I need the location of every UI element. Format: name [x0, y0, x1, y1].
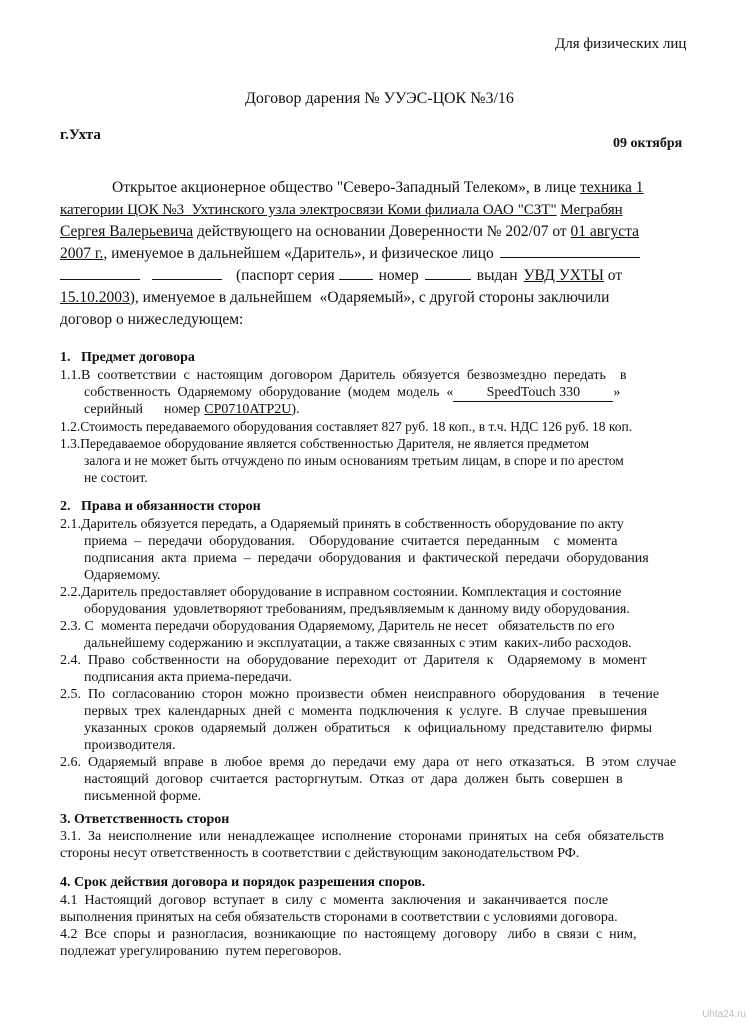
clause-2-3-line-1: 2.3. С момента передачи оборудования Одаряемому, Даритель не несет обязательств по его: [60, 619, 615, 634]
intro-line-4: 2007 г., именуемое в дальнейшем «Даритель», и физическое лицо: [60, 245, 640, 263]
clause-1-3-line-3: не состоит.: [84, 470, 148, 485]
clause-4-1-line-1: 4.1 Настоящий договор вступает в силу с момента заключения и заканчивается после: [60, 893, 609, 908]
section-1-heading: 1. Предмет договора: [60, 350, 195, 365]
clause-2-6-line-2: настоящий договор считается расторгнутым. Отказ от дара должен быть совершен в: [84, 772, 623, 787]
contract-date: 09 октября: [613, 136, 683, 151]
clause-2-1-line-2: приема – передачи оборудования. Оборудование считается переданным с момента: [84, 534, 618, 549]
clause-2-1-line-4: Одаряемому.: [84, 568, 161, 583]
document-title: Договор дарения № УУЭС-ЦОК №3/16: [245, 90, 514, 107]
clause-2-1-line-1: 2.1.Даритель обязуется передать, а Одаряемый принять в собственность оборудование по акту: [60, 517, 624, 532]
clause-2-5-line-2: первых трех календарных дней с момента подключения к услуге. В случае превышения: [84, 704, 648, 719]
clause-2-1-line-3: подписания акта приема – передачи оборудования и фактической передачи оборудования: [84, 551, 649, 566]
clause-4-2-line-1: 4.2 Все споры и разногласия, возникающие по настоящему договору либо в связи с ним,: [60, 927, 637, 942]
intro-line-1: Открытое акционерное общество "Северо-Западный Телеком», в лице техника 1: [112, 179, 644, 196]
city: г.Ухта: [60, 127, 101, 143]
clause-2-5-line-4: производителя.: [84, 738, 176, 753]
intro-line-7: договор о нижеследующем:: [60, 311, 244, 328]
clause-2-4-line-2: подписания акта приема-передачи.: [84, 670, 292, 685]
clause-2-5-line-3: указанных сроков одаряемый должен обратиться к официальному представителю фирмы: [84, 721, 653, 736]
clause-1-3-line-2: залога и не может быть отчуждено по иным основаниям третьим лицам, в споре и по арестом: [84, 453, 624, 468]
clause-2-6-line-1: 2.6. Одаряемый вправе в любое время до передачи ему дара от него отказаться. В этом случае: [60, 755, 677, 770]
intro-line-2: категории ЦОК №3 Ухтинского узла электросвязи Коми филиала ОАО "СЗТ" Меграбян: [60, 202, 623, 218]
clause-4-2-line-2: подлежат урегулированию путем переговоров.: [60, 944, 342, 959]
clause-1-3-line-1: 1.3.Передаваемое оборудование является собственностью Дарителя, не является предметом: [60, 436, 589, 451]
clause-1-1-line-1: 1.1.В соответствии с настоящим договором Даритель обязуется безвозмездно передать в: [60, 368, 627, 383]
clause-1-1-line-3: серийный номер CP0710ATP2U).: [84, 402, 300, 417]
clause-4-1-line-2: выполнения принятых на себя обязательств сторонами в соответствии с условиями договора.: [60, 910, 618, 925]
clause-2-3-line-2: дальнейшему содержанию и эксплуатации, а также связанных с этим каких-либо расходов.: [84, 636, 632, 651]
clause-3-1-line-1: 3.1. За неисполнение или ненадлежащее исполнение сторонами принятых на себя обязательств: [60, 829, 664, 844]
clause-2-4-line-1: 2.4. Право собственности на оборудование переходит от Дарителя к Одаряемому в момент: [60, 653, 647, 668]
watermark: Uhta24.ru: [702, 1009, 746, 1020]
section-2-heading: 2. Права и обязанности сторон: [60, 499, 261, 514]
clause-2-5-line-1: 2.5. По согласованию сторон можно произвести обмен неисправного оборудования в течение: [60, 687, 660, 702]
intro-line-6: 15.10.2003), именуемое в дальнейшем «Одаряемый», с другой стороны заключили: [60, 289, 610, 306]
clause-1-2: 1.2.Стоимость передаваемого оборудования составляет 827 руб. 18 коп., в т.ч. НДС 126 руб. 18 коп.: [60, 419, 633, 434]
clause-2-2-line-1: 2.2.Даритель предоставляет оборудование в исправном состоянии. Комплектация и состояние: [60, 585, 622, 600]
clause-3-1-line-2: стороны несут ответственность в соответствии с действующим законодательством РФ.: [60, 846, 580, 861]
corner-note: Для физических лиц: [555, 36, 687, 52]
clause-1-1-line-2: собственность Одаряемому оборудование (модем модель « SpeedTouch 330 »: [84, 385, 621, 400]
clause-2-6-line-3: письменной форме.: [84, 789, 202, 804]
intro-line-5: (паспорт серия номер выдан УВД УХТЫ от: [60, 267, 622, 285]
section-3-heading: 3. Ответственность сторон: [60, 812, 230, 827]
intro-line-3: Сергея Валерьевича действующего на основании Доверенности № 202/07 от 01 августа: [60, 223, 639, 240]
clause-2-2-line-2: оборудования удовлетворяют требованиям, предъявляемым к данному виду оборудования.: [84, 602, 630, 617]
section-4-heading: 4. Срок действия договора и порядок разрешения споров.: [60, 875, 426, 890]
